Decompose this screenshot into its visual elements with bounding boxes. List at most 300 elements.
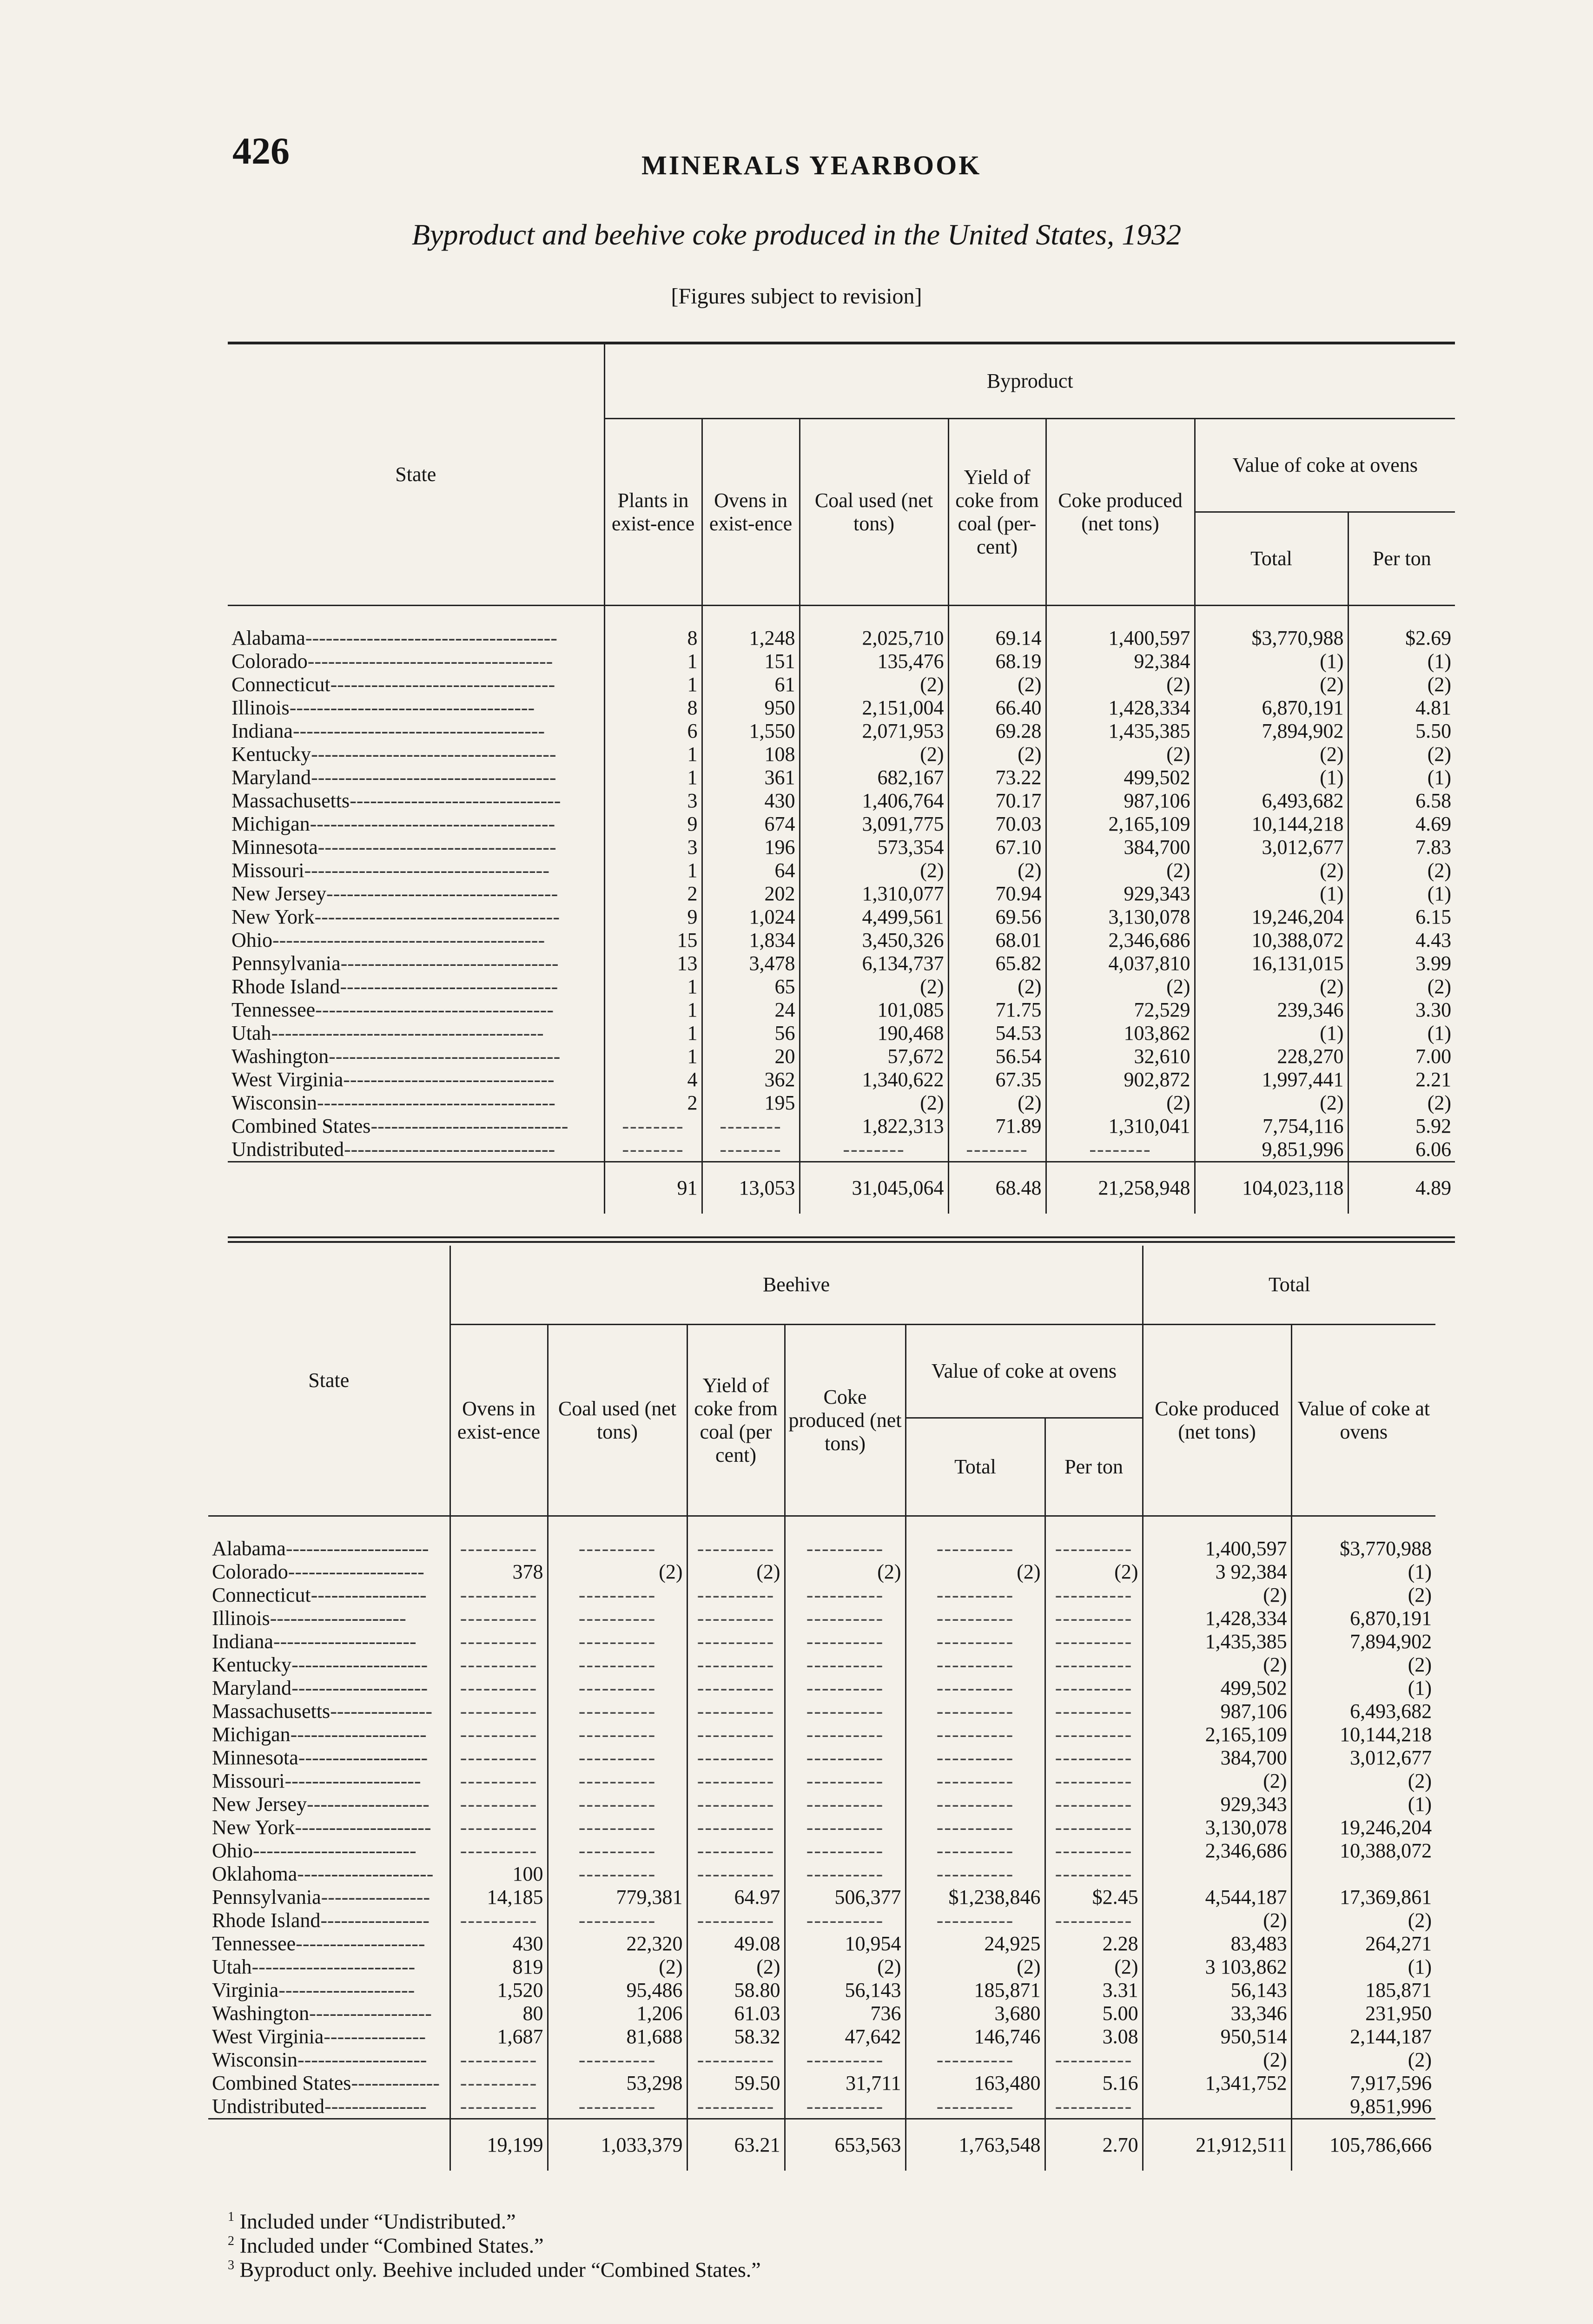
cell-ovens: 14,185 [450, 1886, 548, 1909]
cell-coal: 573,354 [800, 836, 948, 859]
cell-tot_value: 19,246,204 [1291, 1816, 1435, 1839]
state-label: Indiana [231, 720, 293, 742]
cell-coke: 72,529 [1046, 998, 1195, 1022]
cell-yield: ---------- [687, 1793, 785, 1816]
cell-plants: 2 [604, 1091, 702, 1115]
state-name [228, 743, 604, 766]
cell-coke: 1,400,597 [1046, 627, 1195, 650]
cell-per_ton: 4.81 [1348, 696, 1455, 720]
cell-per_ton: 3.08 [1045, 2025, 1143, 2048]
cell-coke: (2) [1046, 1091, 1195, 1115]
cell-yield: 54.53 [948, 1022, 1046, 1045]
beehive-total-table [208, 1246, 1435, 2171]
state-name [228, 673, 604, 696]
state-label: Tennessee [231, 998, 316, 1021]
cell-plants: 1 [604, 859, 702, 882]
cell-per_ton: (2) [1348, 975, 1455, 998]
cell-tot_value: 3,012,677 [1291, 1746, 1435, 1769]
cell-yield: 70.03 [948, 812, 1046, 836]
cell-tot_coke: 929,343 [1143, 1793, 1291, 1816]
cell-coke: 506,377 [785, 1886, 906, 1909]
header-coal-used: Coal used (net tons) [800, 419, 948, 606]
state-name [208, 1700, 450, 1723]
header-value-per-ton: Per ton [1045, 1418, 1143, 1516]
cell-plants: 1 [604, 673, 702, 696]
cell-ovens: ---------- [450, 1607, 548, 1630]
cell-coal: ---------- [548, 1746, 687, 1769]
cell-total: (2) [1195, 673, 1348, 696]
cell-ovens: -------- [702, 1115, 800, 1138]
cell-coal: 135,476 [800, 650, 948, 673]
cell-tot_value: 7,894,902 [1291, 1630, 1435, 1653]
header-byproduct: Byproduct [604, 343, 1455, 419]
state-label: Virginia [212, 1979, 279, 2001]
state-label: West Virginia [231, 1068, 344, 1091]
cell-per_ton: (2) [1348, 673, 1455, 696]
cell-per_ton: 6.06 [1348, 1138, 1455, 1162]
cell-tot_value: (1) [1291, 1560, 1435, 1584]
cell-coal: ---------- [548, 1909, 687, 1932]
leader-dots: ------------------------------------ [311, 766, 556, 789]
leader-dots: ------------------ [307, 1793, 430, 1816]
state-label: Colorado [231, 650, 308, 673]
header-value-per-ton: Per ton [1348, 512, 1455, 606]
state-name [228, 882, 604, 905]
state-name [208, 1746, 450, 1769]
state-label: Oklahoma [212, 1862, 297, 1885]
cell-coal: 3,091,775 [800, 812, 948, 836]
cell-ovens: ---------- [450, 2048, 548, 2072]
cell-coke: ---------- [785, 2095, 906, 2119]
cell-coke: (2) [1046, 673, 1195, 696]
cell-total: (1) [1195, 650, 1348, 673]
table-row [208, 1862, 1435, 1886]
total-tot_value: 105,786,666 [1291, 2119, 1435, 2171]
cell-per_ton: 7.83 [1348, 836, 1455, 859]
total-per_ton: 2.70 [1045, 2119, 1143, 2171]
table-row [208, 1630, 1435, 1653]
cell-per_ton: ---------- [1045, 1607, 1143, 1630]
state-label: New York [212, 1816, 295, 1839]
header-total: Total [1143, 1246, 1435, 1325]
cell-ovens: ---------- [450, 1746, 548, 1769]
cell-tot_value: 17,369,861 [1291, 1886, 1435, 1909]
cell-ovens: 108 [702, 743, 800, 766]
cell-total: ---------- [906, 1630, 1045, 1653]
cell-coal: ---------- [548, 1769, 687, 1793]
cell-yield: ---------- [687, 1607, 785, 1630]
cell-yield: 70.94 [948, 882, 1046, 905]
cell-per_ton: ---------- [1045, 1909, 1143, 1932]
cell-total: ---------- [906, 1862, 1045, 1886]
cell-yield: ---------- [687, 1862, 785, 1886]
cell-ovens: 1,834 [702, 929, 800, 952]
cell-per_ton: 5.16 [1045, 2072, 1143, 2095]
cell-yield: (2) [948, 743, 1046, 766]
table-row [208, 2095, 1435, 2119]
cell-per_ton: 6.15 [1348, 905, 1455, 929]
state-label: Ohio [212, 1839, 253, 1862]
total-coke: 653,563 [785, 2119, 906, 2171]
cell-per_ton: ---------- [1045, 1816, 1143, 1839]
cell-plants: 9 [604, 905, 702, 929]
table-row [228, 859, 1455, 882]
cell-total: 7,754,116 [1195, 1115, 1348, 1138]
leader-dots: ------------- [351, 2072, 440, 2094]
leader-dots: ------------------- [298, 1746, 428, 1769]
cell-yield: ---------- [687, 1769, 785, 1793]
cell-total: $3,770,988 [1195, 627, 1348, 650]
cell-per_ton: ---------- [1045, 1839, 1143, 1862]
cell-yield: 68.19 [948, 650, 1046, 673]
cell-coal: 95,486 [548, 1979, 687, 2002]
cell-tot_coke: (2) [1143, 1769, 1291, 1793]
cell-total: 19,246,204 [1195, 905, 1348, 929]
cell-per_ton: (2) [1045, 1955, 1143, 1979]
cell-coal: 190,468 [800, 1022, 948, 1045]
state-name [228, 998, 604, 1022]
cell-yield: 56.54 [948, 1045, 1046, 1068]
cell-coal: ---------- [548, 1607, 687, 1630]
cell-per_ton: 7.00 [1348, 1045, 1455, 1068]
header-yield: Yield of coke from coal (per-cent) [948, 419, 1046, 606]
leader-dots: --------------- [330, 1700, 432, 1723]
cell-coal: 779,381 [548, 1886, 687, 1909]
cell-plants: -------- [604, 1115, 702, 1138]
cell-ovens: 65 [702, 975, 800, 998]
table-row [208, 1886, 1435, 1909]
cell-total: ---------- [906, 1607, 1045, 1630]
state-name [208, 1560, 450, 1584]
totals-row [208, 2119, 1435, 2171]
cell-coke: 2,165,109 [1046, 812, 1195, 836]
leader-dots: --------------- [324, 2095, 427, 2118]
cell-coal: 3,450,326 [800, 929, 948, 952]
cell-per_ton: (1) [1348, 766, 1455, 789]
cell-tot_value: (2) [1291, 1769, 1435, 1793]
leader-dots: ------------------------------------ [304, 859, 549, 882]
cell-coke: ---------- [785, 1723, 906, 1746]
cell-total: 6,493,682 [1195, 789, 1348, 812]
cell-ovens: ---------- [450, 1677, 548, 1700]
cell-yield: 73.22 [948, 766, 1046, 789]
table-row [228, 766, 1455, 789]
state-label: Massachusetts [212, 1700, 330, 1723]
leader-dots: ---------------------------------------- [272, 929, 545, 951]
cell-per_ton: $2.69 [1348, 627, 1455, 650]
total-total: 1,763,548 [906, 2119, 1045, 2171]
cell-yield: 64.97 [687, 1886, 785, 1909]
state-label: Pennsylvania [212, 1886, 321, 1908]
state-name [208, 1584, 450, 1607]
cell-per_ton: (1) [1348, 650, 1455, 673]
cell-total: 16,131,015 [1195, 952, 1348, 975]
cell-total: 24,925 [906, 1932, 1045, 1955]
state-label: Washington [231, 1045, 329, 1068]
cell-per_ton: 3.31 [1045, 1979, 1143, 2002]
table-row [208, 2048, 1435, 2072]
table-caption: Byproduct and beehive coke produced in the United States, 1932 [411, 218, 1182, 251]
cell-yield: 71.75 [948, 998, 1046, 1022]
cell-coal: 1,340,622 [800, 1068, 948, 1091]
leader-dots: ----------------------------------- [317, 1091, 555, 1114]
leader-dots: ------------------- [296, 1932, 425, 1955]
cell-coal: ---------- [548, 1839, 687, 1862]
table-row [228, 720, 1455, 743]
table-row [208, 1653, 1435, 1677]
table-row [208, 1607, 1435, 1630]
cell-tot_coke: 1,400,597 [1143, 1537, 1291, 1560]
cell-coke: -------- [1046, 1138, 1195, 1162]
cell-ovens: 195 [702, 1091, 800, 1115]
cell-tot_coke: (2) [1143, 1584, 1291, 1607]
cell-coke: 10,954 [785, 1932, 906, 1955]
cell-plants: 3 [604, 789, 702, 812]
leader-dots: ------------------------ [251, 1955, 416, 1978]
cell-coke: 47,642 [785, 2025, 906, 2048]
table-row [228, 812, 1455, 836]
cell-coke: ---------- [785, 1839, 906, 1862]
cell-ovens: ---------- [450, 1839, 548, 1862]
leader-dots: ---------------- [320, 1909, 430, 1932]
cell-coke: 56,143 [785, 1979, 906, 2002]
cell-coal: -------- [800, 1138, 948, 1162]
cell-tot_value: 6,870,191 [1291, 1607, 1435, 1630]
cell-tot_coke: 3 92,384 [1143, 1560, 1291, 1584]
table-row [228, 789, 1455, 812]
cell-coke: ---------- [785, 1909, 906, 1932]
cell-per_ton: ---------- [1045, 1700, 1143, 1723]
cell-coal: (2) [548, 1955, 687, 1979]
cell-per_ton: 2.21 [1348, 1068, 1455, 1091]
cell-per_ton: ---------- [1045, 1769, 1143, 1793]
cell-ovens: 196 [702, 836, 800, 859]
state-name [208, 1979, 450, 2002]
state-name [228, 1068, 604, 1091]
cell-plants: 1 [604, 766, 702, 789]
header-value-total: Total [906, 1418, 1045, 1516]
cell-tot_coke: 2,165,109 [1143, 1723, 1291, 1746]
state-name [208, 1932, 450, 1955]
cell-ovens: ---------- [450, 1653, 548, 1677]
cell-coke: (2) [1046, 975, 1195, 998]
leader-dots: --------------------- [273, 1630, 416, 1653]
cell-ovens: 378 [450, 1560, 548, 1584]
cell-coke: 987,106 [1046, 789, 1195, 812]
cell-ovens: 430 [702, 789, 800, 812]
cell-total: (2) [1195, 859, 1348, 882]
header-total-value: Value of coke at ovens [1291, 1325, 1435, 1516]
state-label: Wisconsin [231, 1091, 317, 1114]
cell-tot_value: 10,144,218 [1291, 1723, 1435, 1746]
cell-coke: (2) [1046, 743, 1195, 766]
cell-coal: 1,822,313 [800, 1115, 948, 1138]
cell-per_ton: 6.58 [1348, 789, 1455, 812]
cell-ovens: 64 [702, 859, 800, 882]
cell-yield: 67.35 [948, 1068, 1046, 1091]
page-number: 426 [232, 130, 290, 172]
state-label: Undistributed [231, 1138, 344, 1161]
state-label: Pennsylvania [231, 952, 341, 975]
state-label: Missouri [231, 859, 304, 882]
cell-plants: 2 [604, 882, 702, 905]
cell-total: ---------- [906, 1769, 1045, 1793]
state-label: Combined States [231, 1115, 371, 1137]
state-name [228, 812, 604, 836]
cell-coke: ---------- [785, 1793, 906, 1816]
cell-coal: (2) [800, 673, 948, 696]
cell-per_ton: 5.92 [1348, 1115, 1455, 1138]
cell-tot_coke: 384,700 [1143, 1746, 1291, 1769]
table-row [228, 1068, 1455, 1091]
table-row [228, 952, 1455, 975]
state-label: Illinois [212, 1607, 270, 1630]
table-row [208, 2025, 1435, 2048]
state-name [208, 2072, 450, 2095]
leader-dots: ------------------------------------- [292, 720, 545, 742]
total-yield: 68.48 [948, 1162, 1046, 1214]
header-coke-produced: Coke produced (net tons) [1046, 419, 1195, 606]
cell-tot_coke: 987,106 [1143, 1700, 1291, 1723]
cell-ovens: 202 [702, 882, 800, 905]
double-rule [228, 1236, 1455, 1238]
cell-total: (1) [1195, 1022, 1348, 1045]
total-total: 104,023,118 [1195, 1162, 1348, 1214]
cell-yield: ---------- [687, 1584, 785, 1607]
footnote: $^1$ Included under “Undistributed.” [228, 2209, 516, 2233]
cell-ovens: ---------- [450, 2095, 548, 2119]
cell-per_ton: (2) [1348, 1091, 1455, 1115]
cell-plants: 1 [604, 1045, 702, 1068]
cell-total: 9,851,996 [1195, 1138, 1348, 1162]
state-label: Wisconsin [212, 2048, 297, 2071]
state-name [208, 1537, 450, 1560]
table-row [208, 1537, 1435, 1560]
totals-label [228, 1162, 604, 1214]
leader-dots: --------------------------------- [330, 673, 555, 696]
cell-coke: 31,711 [785, 2072, 906, 2095]
state-name [208, 2095, 450, 2119]
state-label: Maryland [212, 1677, 292, 1699]
cell-coke: ---------- [785, 1653, 906, 1677]
cell-per_ton: ---------- [1045, 1630, 1143, 1653]
state-label: New Jersey [212, 1793, 307, 1816]
cell-total: ---------- [906, 1677, 1045, 1700]
cell-per_ton: ---------- [1045, 1584, 1143, 1607]
cell-coal: 2,151,004 [800, 696, 948, 720]
header-coke-produced: Coke produced (net tons) [785, 1325, 906, 1516]
table-row [228, 673, 1455, 696]
cell-tot_coke: 1,435,385 [1143, 1630, 1291, 1653]
cell-coal: ---------- [548, 2095, 687, 2119]
state-label: Michigan [231, 812, 310, 835]
leader-dots: -------------------- [290, 1723, 427, 1746]
cell-total: (2) [906, 1560, 1045, 1584]
cell-total: 3,012,677 [1195, 836, 1348, 859]
header-value-group: Value of coke at ovens [906, 1325, 1143, 1418]
state-label: Minnesota [231, 836, 318, 858]
cell-coke: 92,384 [1046, 650, 1195, 673]
cell-coke: ---------- [785, 1700, 906, 1723]
cell-plants: 13 [604, 952, 702, 975]
table-row [208, 1955, 1435, 1979]
table-row [208, 1746, 1435, 1769]
cell-ovens: ---------- [450, 1584, 548, 1607]
cell-yield: ---------- [687, 1700, 785, 1723]
cell-coal: ---------- [548, 1700, 687, 1723]
cell-ovens: 1,248 [702, 627, 800, 650]
cell-plants: -------- [604, 1138, 702, 1162]
cell-ovens: 361 [702, 766, 800, 789]
cell-yield: (2) [687, 1955, 785, 1979]
cell-tot_coke: 33,346 [1143, 2002, 1291, 2025]
state-label: Illinois [231, 696, 290, 719]
state-name [208, 1886, 450, 1909]
cell-per_ton: 4.43 [1348, 929, 1455, 952]
cell-total: 163,480 [906, 2072, 1045, 2095]
cell-ovens: 950 [702, 696, 800, 720]
cell-ovens: ---------- [450, 1816, 548, 1839]
leader-dots: ----------------- [311, 1584, 427, 1606]
state-name [208, 1839, 450, 1862]
table-row [208, 2002, 1435, 2025]
state-name [208, 1677, 450, 1700]
cell-coal: ---------- [548, 2048, 687, 2072]
cell-coal: 57,672 [800, 1045, 948, 1068]
cell-yield: 71.89 [948, 1115, 1046, 1138]
cell-yield: ---------- [687, 2095, 785, 2119]
totals-label [208, 2119, 450, 2171]
table-row [228, 1022, 1455, 1045]
cell-per_ton: 3.99 [1348, 952, 1455, 975]
cell-coke: ---------- [785, 2048, 906, 2072]
cell-total: ---------- [906, 2048, 1045, 2072]
cell-tot_coke: 499,502 [1143, 1677, 1291, 1700]
state-label: Maryland [231, 766, 311, 789]
cell-tot_value: (2) [1291, 1653, 1435, 1677]
cell-tot_value: 2,144,187 [1291, 2025, 1435, 2048]
cell-coal: 101,085 [800, 998, 948, 1022]
cell-total: (2) [1195, 743, 1348, 766]
cell-yield: -------- [948, 1138, 1046, 1162]
table-row [228, 627, 1455, 650]
totals-row [228, 1162, 1455, 1214]
leader-dots: ----------------------------------- [317, 836, 556, 858]
cell-coal: 682,167 [800, 766, 948, 789]
cell-total: ---------- [906, 1793, 1045, 1816]
beehive-table-body [208, 1516, 1435, 2171]
cell-plants: 3 [604, 836, 702, 859]
header-plants: Plants in exist-ence [604, 419, 702, 606]
cell-coal: ---------- [548, 1653, 687, 1677]
cell-total: (2) [1195, 1091, 1348, 1115]
cell-coke: ---------- [785, 1816, 906, 1839]
cell-coal: (2) [800, 975, 948, 998]
total-ovens: 13,053 [702, 1162, 800, 1214]
cell-ovens: 80 [450, 2002, 548, 2025]
cell-total: ---------- [906, 1839, 1045, 1862]
cell-coal: 2,071,953 [800, 720, 948, 743]
cell-ovens: ---------- [450, 1537, 548, 1560]
state-label: New York [231, 905, 315, 928]
table-row [208, 1932, 1435, 1955]
cell-total: 228,270 [1195, 1045, 1348, 1068]
cell-ovens: ---------- [450, 1630, 548, 1653]
cell-coke: 736 [785, 2002, 906, 2025]
state-label: Utah [212, 1955, 252, 1978]
cell-yield: (2) [948, 1091, 1046, 1115]
state-name [228, 627, 604, 650]
